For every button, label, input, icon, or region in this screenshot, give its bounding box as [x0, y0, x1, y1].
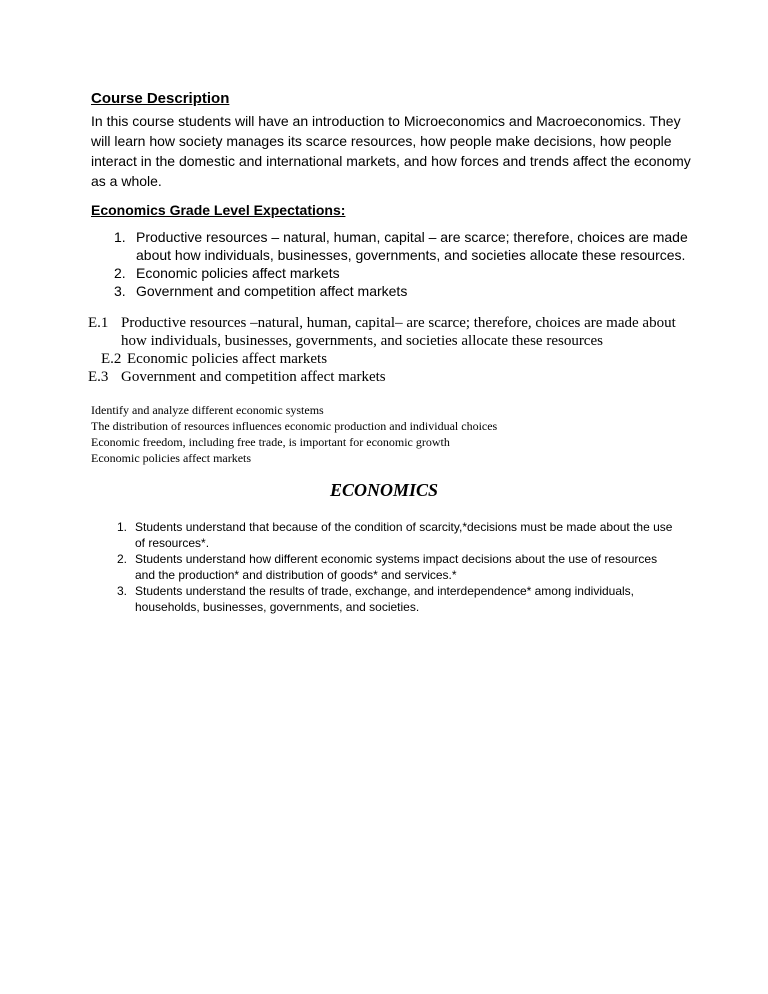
list-item: [117, 519, 677, 551]
grade-level-list: [114, 228, 694, 300]
list-number: 1.: [117, 520, 128, 534]
standard-line: Economic policies affect markets: [91, 451, 252, 465]
grade-level-heading: Economics Grade Level Expectations:: [91, 202, 346, 218]
expectation-code: E.1: [88, 315, 109, 331]
list-item-text: Students understand how different economic systems impact decisions about the use of resources and the production* and distribution of goods* and services.*: [135, 552, 658, 582]
list-item-text: Economic policies affect markets: [136, 265, 340, 281]
list-item-text: Students understand the results of trade, exchange, and interdependence* among individuals, households, businesses, governments, and societies.: [135, 584, 635, 614]
list-number: 2.: [114, 265, 126, 281]
expectation-code: E.2: [101, 351, 122, 367]
list-item-text: Students understand that because of the condition of scarcity,*decisions must be made about the use of resources*.: [135, 520, 673, 550]
economics-list: [117, 519, 677, 615]
list-item: [114, 282, 694, 300]
standards-list: [91, 402, 691, 466]
list-item-text: Productive resources – natural, human, capital – are scarce; therefore, choices are made about how individuals, businesses, governments, and societies allocate these resources.: [136, 229, 688, 263]
list-item: [117, 551, 677, 583]
list-item: [117, 583, 677, 615]
standard-line: Economic freedom, including free trade, is important for economic growth: [91, 435, 450, 449]
list-item: [114, 264, 694, 282]
list-item: [114, 228, 694, 264]
standard-line: The distribution of resources influences economic production and individual choices: [91, 419, 498, 433]
standard-line: Identify and analyze different economic systems: [91, 403, 324, 417]
list-number: 3.: [117, 584, 128, 598]
list-number: 1.: [114, 229, 126, 245]
expectation-text: Productive resources –natural, human, capital– are scarce; therefore, choices are made about how individuals, businesses, governments, and societies allocate these resources: [121, 315, 676, 349]
list-number: 3.: [114, 283, 126, 299]
course-description-body: In this course students will have an introduction to Microeconomics and Macroeconomics. They will learn how society manages its scarce resources, how people make decisions, how people interact in the domestic and international markets, and how forces and trends affect the economy as a whole.: [91, 113, 691, 189]
list-item-text: Government and competition affect markets: [136, 283, 408, 299]
expectation-text: Economic policies affect markets: [127, 351, 328, 367]
economics-title: ECONOMICS: [329, 480, 439, 500]
course-description-title: Course Description: [91, 90, 230, 107]
expectation-text: Government and competition affect markets: [121, 369, 386, 385]
expectation-code: E.3: [88, 369, 109, 385]
list-number: 2.: [117, 552, 128, 566]
